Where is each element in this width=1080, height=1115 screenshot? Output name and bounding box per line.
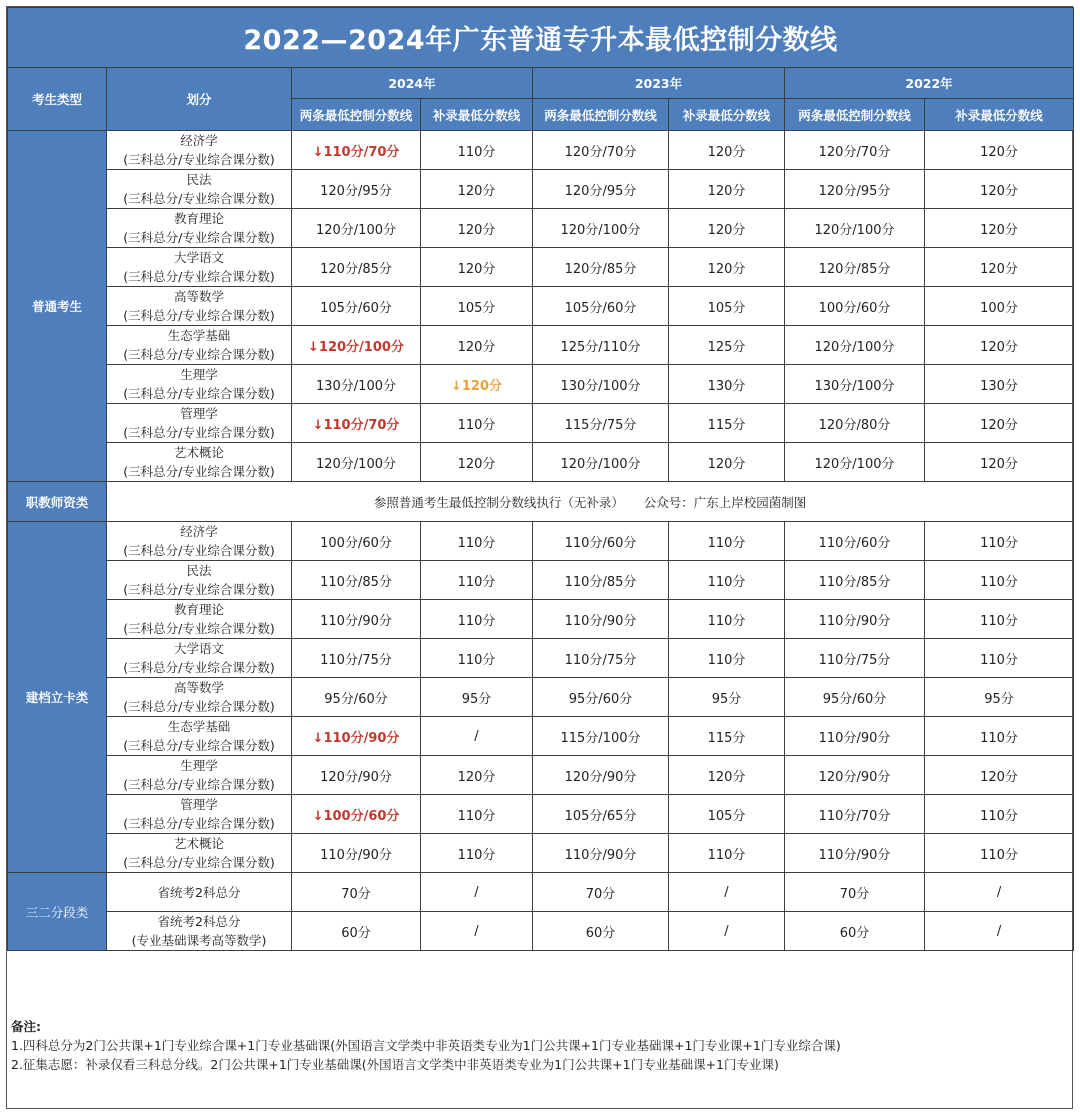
- score-cell: /: [669, 912, 785, 951]
- score-cell: 70分: [785, 873, 925, 912]
- score-cell: 120分/90分: [533, 756, 669, 795]
- subject-cell: [107, 795, 292, 834]
- score-cell: 120分/100分: [785, 443, 925, 482]
- table-row: [8, 717, 1074, 756]
- subject-note: (三科总分/专业综合课分数): [123, 386, 275, 401]
- score-cell: 120分/70分: [533, 131, 669, 170]
- subject-note: (三科总分/专业综合课分数): [123, 464, 275, 479]
- score-cell: 120分: [421, 170, 533, 209]
- score-cell: 95分/60分: [785, 678, 925, 717]
- score-cell: 120分/100分: [785, 326, 925, 365]
- score-cell: 110分/85分: [785, 561, 925, 600]
- subject-cell: [107, 287, 292, 326]
- score-cell: 110分: [925, 561, 1074, 600]
- score-cell: 120分/90分: [292, 756, 421, 795]
- score-cell: 130分/100分: [292, 365, 421, 404]
- header-control-line: 两条最低控制分数线: [292, 99, 421, 131]
- header-year-2022: 2022年: [785, 68, 1074, 99]
- subject-note: (三科总分/专业综合课分数): [123, 308, 275, 323]
- category-teacher: 职教师资类: [8, 482, 107, 522]
- score-cell: 125分/110分: [533, 326, 669, 365]
- subject-cell: [107, 756, 292, 795]
- subject-name: 高等数学: [173, 680, 224, 695]
- score-cell: /: [925, 912, 1074, 951]
- score-cell: 120分: [925, 443, 1074, 482]
- score-cell: 105分/60分: [533, 287, 669, 326]
- table-row: [8, 170, 1074, 209]
- subject-name: 生态学基础: [167, 328, 231, 343]
- score-cell: 120分/95分: [533, 170, 669, 209]
- score-cell: ↓120分: [421, 365, 533, 404]
- score-cell: 110分: [925, 717, 1074, 756]
- score-cell: 110分/90分: [533, 834, 669, 873]
- subject-cell: [107, 522, 292, 561]
- subject-note: (三科总分/专业综合课分数): [123, 269, 275, 284]
- score-cell: 100分: [925, 287, 1074, 326]
- score-cell: 120分: [421, 248, 533, 287]
- subject-note: (三科总分/专业综合课分数): [123, 425, 275, 440]
- score-cell: 110分: [925, 639, 1074, 678]
- score-cell: 105分: [669, 287, 785, 326]
- header-control-line: 两条最低控制分数线: [785, 99, 925, 131]
- page-title: 2022—2024年广东普通专升本最低控制分数线: [8, 8, 1074, 68]
- score-cell: 100分/60分: [292, 522, 421, 561]
- subject-name: 民法: [186, 563, 212, 578]
- header-year-2023: 2023年: [533, 68, 785, 99]
- score-cell: 120分: [925, 131, 1074, 170]
- score-cell: 105分: [421, 287, 533, 326]
- header-type: 考生类型: [8, 68, 107, 131]
- score-cell: /: [669, 873, 785, 912]
- score-table: [7, 7, 1074, 951]
- score-cell: 120分: [421, 326, 533, 365]
- subject-name: 管理学: [180, 797, 218, 812]
- score-cell: 115分: [669, 717, 785, 756]
- score-cell: 120分/100分: [292, 209, 421, 248]
- table-row: [8, 834, 1074, 873]
- score-cell: 95分: [421, 678, 533, 717]
- score-cell: 70分: [292, 873, 421, 912]
- category-normal: 普通考生: [8, 131, 107, 482]
- subject-name: 艺术概论: [173, 836, 224, 851]
- score-cell: 95分/60分: [292, 678, 421, 717]
- score-cell: 120分/90分: [785, 756, 925, 795]
- table-row: [8, 248, 1074, 287]
- score-cell: /: [421, 912, 533, 951]
- subject-cell: [107, 170, 292, 209]
- score-cell: 110分: [421, 834, 533, 873]
- score-cell: 120分/100分: [533, 209, 669, 248]
- score-cell: 110分: [421, 600, 533, 639]
- subject-note: (三科总分/专业综合课分数): [123, 777, 275, 792]
- score-cell: 110分/75分: [533, 639, 669, 678]
- table-row: [8, 522, 1074, 561]
- subject-name: 经济学: [180, 524, 218, 539]
- score-cell: 110分: [421, 404, 533, 443]
- score-cell: 110分/90分: [785, 717, 925, 756]
- subject-cell: [107, 131, 292, 170]
- score-cell: 110分: [669, 600, 785, 639]
- score-cell: 120分: [925, 756, 1074, 795]
- subject-name: 生理学: [180, 758, 218, 773]
- subject-name: 民法: [186, 172, 212, 187]
- score-cell: 110分: [925, 834, 1074, 873]
- score-cell: 70分: [533, 873, 669, 912]
- subject-cell: [107, 443, 292, 482]
- subject-name: 高等数学: [173, 289, 224, 304]
- score-cell: 60分: [292, 912, 421, 951]
- score-cell: 125分: [669, 326, 785, 365]
- subject-cell: [107, 326, 292, 365]
- score-cell: 120分/85分: [533, 248, 669, 287]
- table-row: [8, 912, 1074, 951]
- table-row: [8, 131, 1074, 170]
- table-row: [8, 561, 1074, 600]
- table-row: [8, 600, 1074, 639]
- table-row: [8, 287, 1074, 326]
- subject-cell: [107, 678, 292, 717]
- score-cell: 110分: [669, 834, 785, 873]
- score-cell: 130分/100分: [533, 365, 669, 404]
- subject-cell: [107, 365, 292, 404]
- subject-note: (三科总分/专业综合课分数): [123, 816, 275, 831]
- subject-note: (三科总分/专业综合课分数): [123, 582, 275, 597]
- category-three_two: 三二分段类: [8, 873, 107, 951]
- table-row: [8, 209, 1074, 248]
- score-table-page: [6, 6, 1073, 1109]
- score-cell: 95分: [669, 678, 785, 717]
- table-row: [8, 365, 1074, 404]
- subject-note: (三科总分/专业综合课分数): [123, 699, 275, 714]
- score-cell: 110分: [421, 131, 533, 170]
- score-cell: 95分/60分: [533, 678, 669, 717]
- score-cell: 100分/60分: [785, 287, 925, 326]
- score-cell: 60分: [785, 912, 925, 951]
- notes-line: 1.四科总分为2门公共课+1门专业综合课+1门专业基础课(外国语言文学类中非英语类专业为1门公共课+1门专业基础课+1门专业课+1门专业综合课): [11, 1038, 841, 1053]
- subject-name: 省统考2科总分: [157, 914, 241, 929]
- score-cell: 120分/85分: [785, 248, 925, 287]
- subject-note: (三科总分/专业综合课分数): [123, 621, 275, 636]
- subject-name: 大学语文: [173, 641, 224, 656]
- score-cell: 110分: [669, 561, 785, 600]
- subject-name: 大学语文: [173, 250, 224, 265]
- score-cell: 115分/100分: [533, 717, 669, 756]
- table-row: [8, 482, 1074, 522]
- score-cell: ↓110分/70分: [292, 404, 421, 443]
- score-cell: 120分/95分: [292, 170, 421, 209]
- score-cell: 110分: [669, 522, 785, 561]
- subject-cell: [107, 912, 292, 951]
- subject-cell: [107, 248, 292, 287]
- subject-name: 教育理论: [173, 602, 224, 617]
- score-cell: 110分/85分: [292, 561, 421, 600]
- subject-name: 管理学: [180, 406, 218, 421]
- subject-cell: [107, 561, 292, 600]
- score-cell: /: [925, 873, 1074, 912]
- header-supplement-line: 补录最低分数线: [925, 99, 1074, 131]
- score-cell: 120分: [669, 756, 785, 795]
- subject-name: 生态学基础: [167, 719, 231, 734]
- score-cell: 115分/75分: [533, 404, 669, 443]
- score-cell: 130分: [925, 365, 1074, 404]
- score-cell: 110分/90分: [533, 600, 669, 639]
- score-cell: 120分: [669, 443, 785, 482]
- score-cell: ↓110分/70分: [292, 131, 421, 170]
- table-row: [8, 639, 1074, 678]
- score-cell: 120分: [669, 131, 785, 170]
- score-cell: 110分: [421, 561, 533, 600]
- score-cell: 120分: [925, 170, 1074, 209]
- subject-name: 经济学: [180, 133, 218, 148]
- subject-name: 生理学: [180, 367, 218, 382]
- score-cell: 120分/85分: [292, 248, 421, 287]
- subject-cell: [107, 717, 292, 756]
- score-cell: 110分/70分: [785, 795, 925, 834]
- score-cell: 95分: [925, 678, 1074, 717]
- score-cell: 110分/60分: [533, 522, 669, 561]
- category-archive: 建档立卡类: [8, 522, 107, 873]
- score-cell: ↓100分/60分: [292, 795, 421, 834]
- header-control-line: 两条最低控制分数线: [533, 99, 669, 131]
- subject-note: (三科总分/专业综合课分数): [123, 855, 275, 870]
- subject-cell: [107, 873, 292, 912]
- score-cell: ↓110分/90分: [292, 717, 421, 756]
- score-cell: 110分/60分: [785, 522, 925, 561]
- score-cell: 120分: [925, 248, 1074, 287]
- score-cell: 120分: [669, 170, 785, 209]
- score-cell: /: [421, 717, 533, 756]
- header-supplement-line: 补录最低分数线: [669, 99, 785, 131]
- subject-note: (三科总分/专业综合课分数): [123, 347, 275, 362]
- notes: [11, 1017, 841, 1074]
- score-cell: ↓120分/100分: [292, 326, 421, 365]
- score-cell: 110分/90分: [785, 834, 925, 873]
- subject-cell: [107, 834, 292, 873]
- score-cell: 110分: [925, 522, 1074, 561]
- notes-heading: 备注:: [11, 1019, 41, 1034]
- header-year-2024: 2024年: [292, 68, 533, 99]
- table-row: [8, 443, 1074, 482]
- score-cell: 110分/75分: [785, 639, 925, 678]
- subject-note: (三科总分/专业综合课分数): [123, 738, 275, 753]
- subject-cell: [107, 209, 292, 248]
- score-cell: 110分/90分: [292, 834, 421, 873]
- score-cell: 120分: [925, 209, 1074, 248]
- score-cell: 120分: [925, 326, 1074, 365]
- subject-note: (三科总分/专业综合课分数): [123, 152, 275, 167]
- score-cell: 110分: [421, 639, 533, 678]
- score-cell: 105分/60分: [292, 287, 421, 326]
- table-row: [8, 795, 1074, 834]
- header-division: 划分: [107, 68, 292, 131]
- score-cell: 110分: [925, 600, 1074, 639]
- subject-note: (三科总分/专业综合课分数): [123, 660, 275, 675]
- score-cell: 120分: [421, 756, 533, 795]
- score-cell: 120分: [925, 404, 1074, 443]
- score-cell: 120分: [421, 443, 533, 482]
- score-cell: 120分: [669, 248, 785, 287]
- subject-cell: [107, 639, 292, 678]
- table-row: [8, 404, 1074, 443]
- score-cell: 110分: [925, 795, 1074, 834]
- subject-name: 艺术概论: [173, 445, 224, 460]
- score-cell: 120分/100分: [785, 209, 925, 248]
- notes-line: 2.征集志愿：补录仅看三科总分线。2门公共课+1门专业基础课(外国语言文学类中非英语类专业为1门公共课+1门专业基础课+1门专业课): [11, 1057, 779, 1072]
- score-cell: 120分: [669, 209, 785, 248]
- score-cell: 110分/85分: [533, 561, 669, 600]
- score-cell: 130分: [669, 365, 785, 404]
- score-cell: /: [421, 873, 533, 912]
- subject-name: 教育理论: [173, 211, 224, 226]
- subject-cell: [107, 404, 292, 443]
- score-cell: 110分: [421, 795, 533, 834]
- subject-note: (三科总分/专业综合课分数): [123, 230, 275, 245]
- score-cell: 120分: [421, 209, 533, 248]
- score-cell: 115分: [669, 404, 785, 443]
- score-cell: 105分: [669, 795, 785, 834]
- score-cell: 105分/65分: [533, 795, 669, 834]
- subject-name: 省统考2科总分: [157, 884, 241, 900]
- header-supplement-line: 补录最低分数线: [421, 99, 533, 131]
- score-cell: 120分/80分: [785, 404, 925, 443]
- score-cell: 110分/90分: [785, 600, 925, 639]
- score-cell: 120分/100分: [292, 443, 421, 482]
- subject-note: (三科总分/专业综合课分数): [123, 543, 275, 558]
- table-row: [8, 326, 1074, 365]
- score-cell: 110分/75分: [292, 639, 421, 678]
- score-cell: 130分/100分: [785, 365, 925, 404]
- table-row: [8, 873, 1074, 912]
- table-row: [8, 756, 1074, 795]
- score-cell: 110分/90分: [292, 600, 421, 639]
- subject-cell: [107, 600, 292, 639]
- table-row: [8, 678, 1074, 717]
- score-cell: 60分: [533, 912, 669, 951]
- score-cell: 110分: [669, 639, 785, 678]
- subject-note: (三科总分/专业综合课分数): [123, 191, 275, 206]
- score-cell: 110分: [421, 522, 533, 561]
- subject-note: (专业基础课考高等数学): [131, 933, 267, 948]
- score-cell: 120分/100分: [533, 443, 669, 482]
- score-cell: 120分/70分: [785, 131, 925, 170]
- score-cell: 120分/95分: [785, 170, 925, 209]
- teacher-note: 参照普通考生最低控制分数线执行（无补录） 公众号：广东上岸校园菌制图: [107, 482, 1074, 522]
